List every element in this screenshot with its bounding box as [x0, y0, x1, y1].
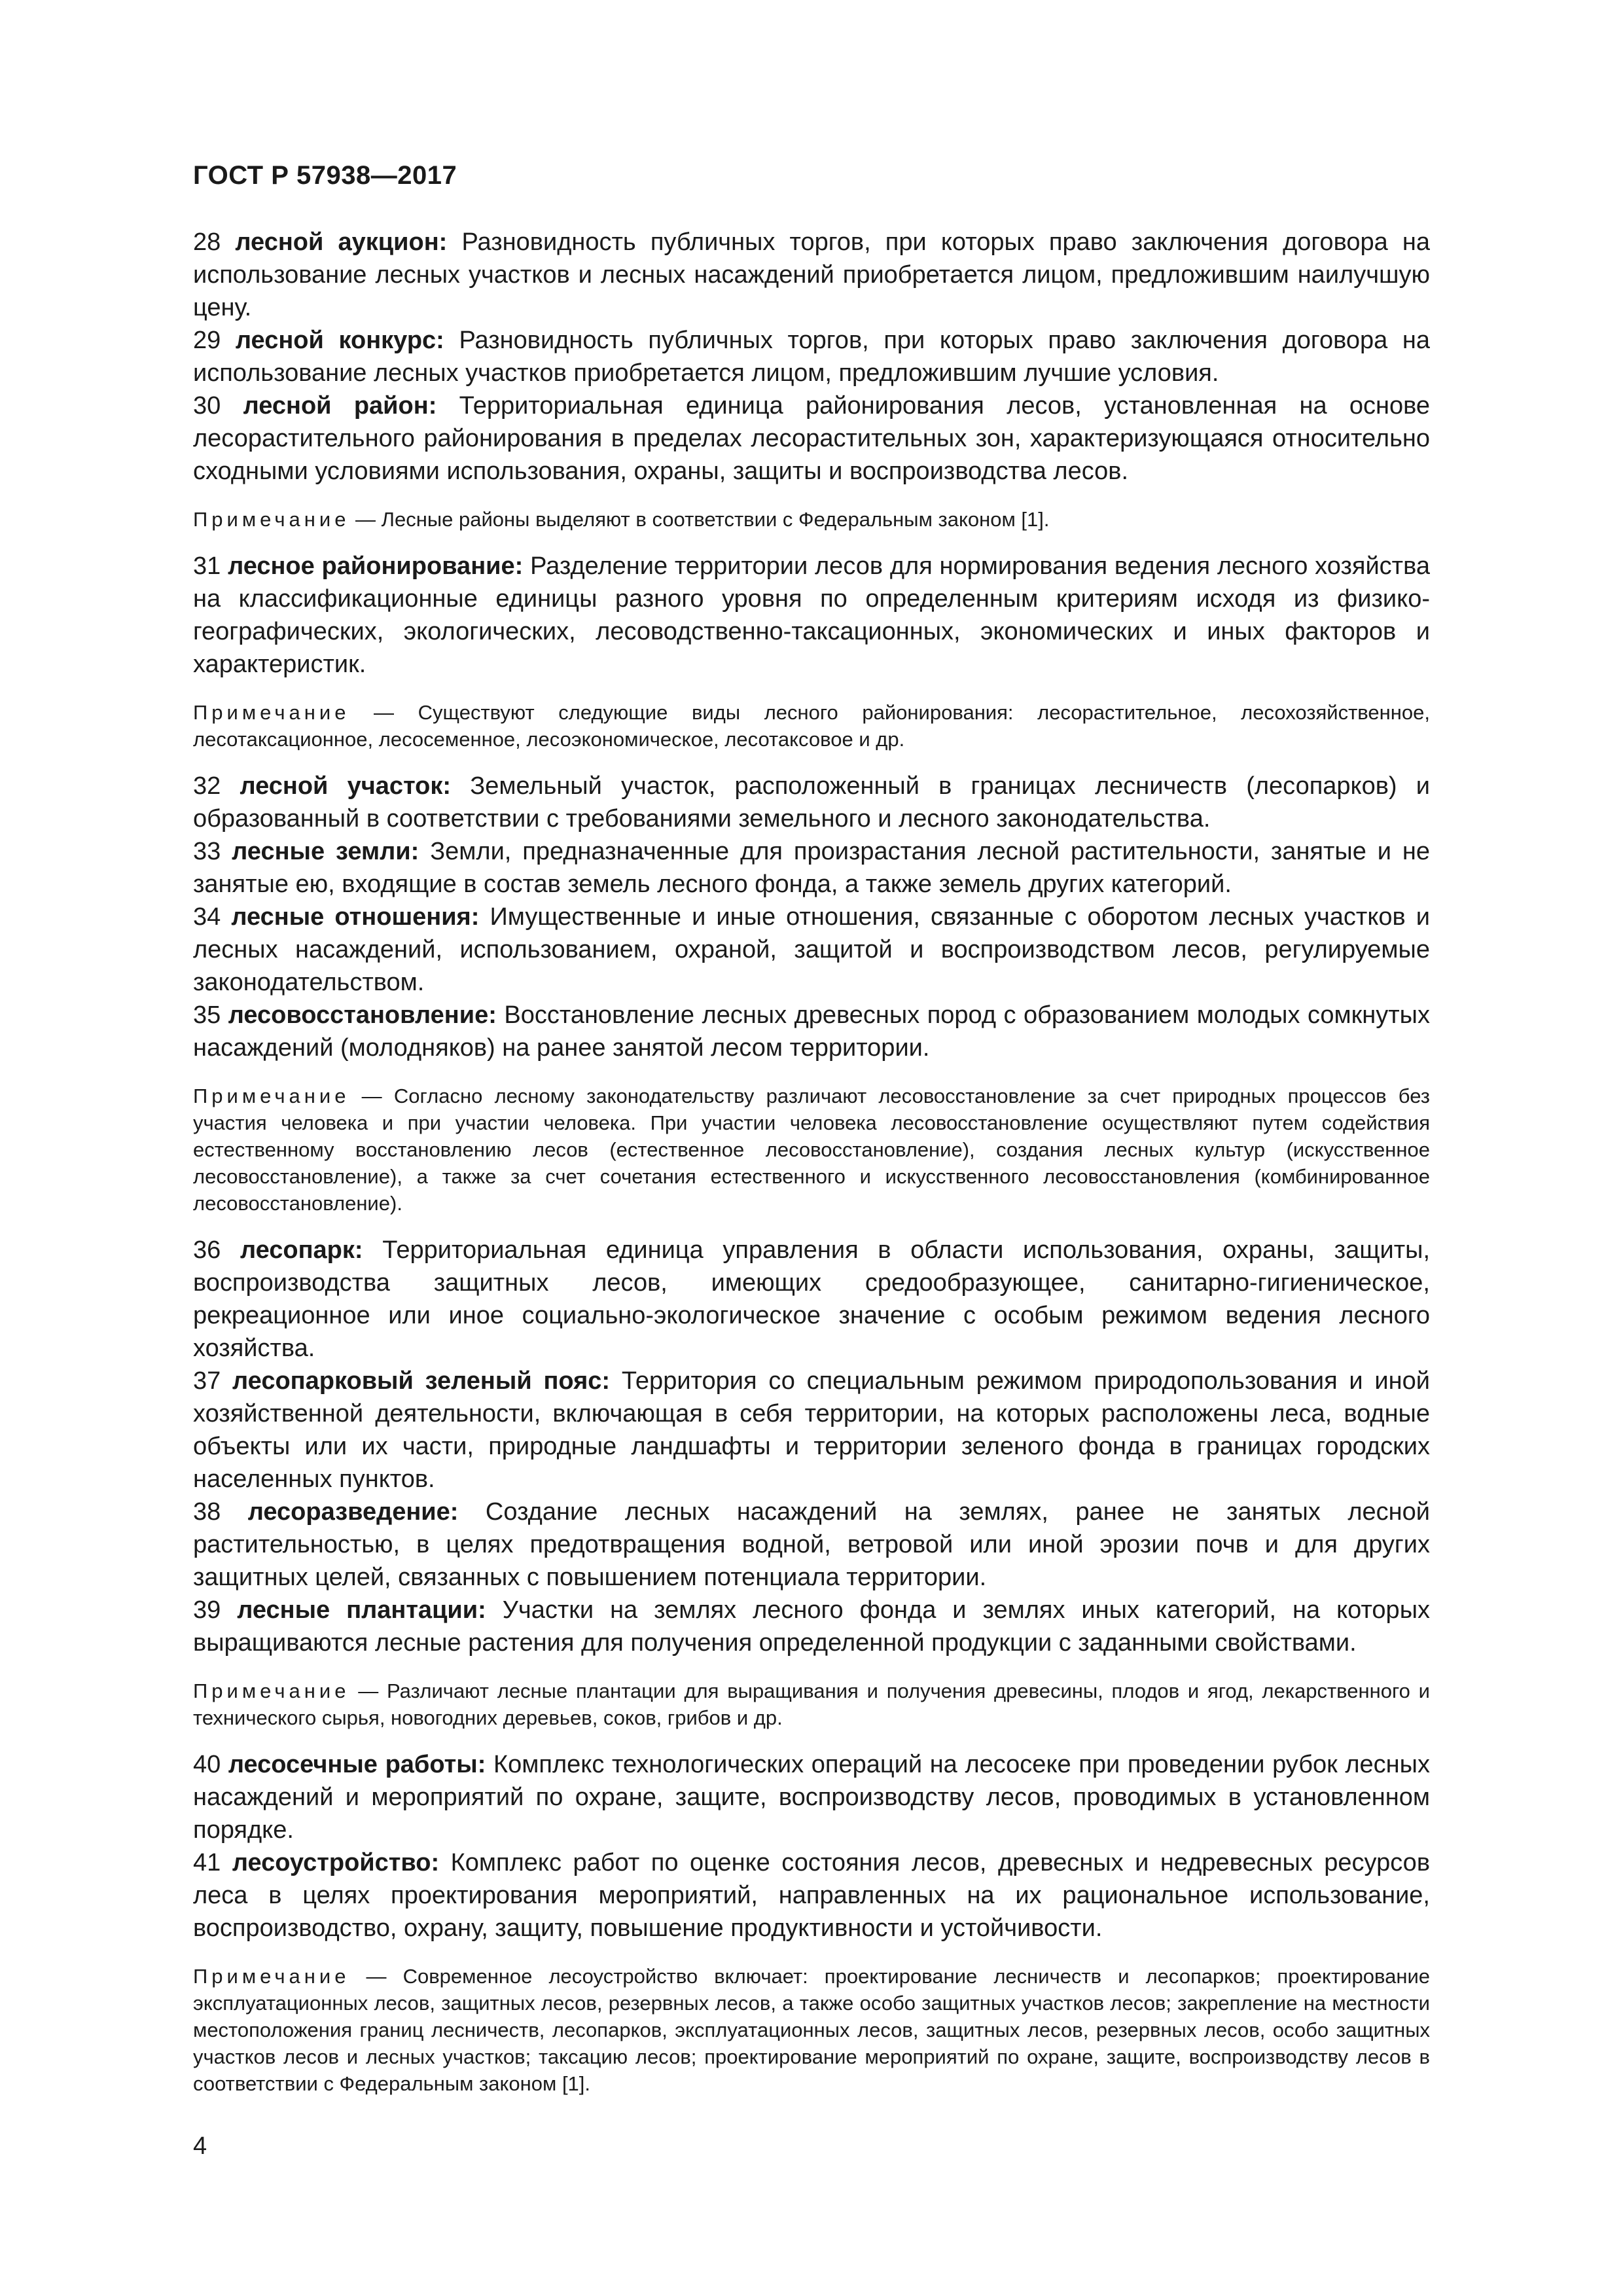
term-name: лесопарковый зеленый пояс: [232, 1367, 611, 1395]
term-definition: Территориальная единица районирования лесов, установленная на основе лесорастительного районирования в пределах лесорастительных зон, характеризующаяся относительно сходными условиями использования, охраны, защиты и воспроизводства лесов. [193, 392, 1431, 485]
note-label: Примечание [193, 1965, 350, 1988]
term-number: 31 [193, 552, 221, 580]
term-entry [193, 835, 1430, 901]
term-definition: Земельный участок, расположенный в границах лесничеств (лесопарков) и образованный в соответствии с требованиями земельного и лесного законодательства. [193, 772, 1431, 833]
term-name: лесной конкурс: [235, 327, 444, 354]
term-entry [193, 1846, 1430, 1945]
term-definition: Территориальная единица управления в области использования, охраны, защиты, воспроизводства защитных лесов, имеющих средообразующее, санитарно-гигиеническое, рекреационное или иное социально-экологическое значение с особым режимом ведения лесного хозяйства. [193, 1236, 1430, 1362]
term-name: лесосечные работы: [228, 1751, 486, 1778]
term-definition: Участки на землях лесного фонда и землях иных категорий, на которых выращиваются лесные растения для получения определенной продукции с заданными свойствами. [193, 1596, 1431, 1657]
term-number: 30 [193, 392, 221, 420]
term-number: 37 [193, 1367, 221, 1395]
note-label: Примечание [193, 508, 350, 531]
note-text: Различают лесные плантации для выращивания и получения древесины, плодов и ягод, лекарственного и технического сырья, новогодних деревьев, соков, грибов и др. [193, 1679, 1430, 1729]
term-entry [193, 999, 1430, 1064]
term-entry [193, 226, 1430, 324]
term-name: лесной участок: [240, 772, 452, 800]
term-entry [193, 901, 1430, 999]
term-definition: Комплекс технологических операций на лесосеке при проведении рубок лесных насаждений и мероприятий по охране, защите, воспроизводству лесов, проводимых в установленном порядке. [193, 1751, 1430, 1844]
term-definition: Разделение территории лесов для нормирования ведения лесного хозяйства на классификационные единицы разного уровня по определенным критериям исходя из физико-географических, экологических, лесоводственно-таксационных, экономических и иных факторов и характеристик. [193, 552, 1430, 678]
term-number: 28 [193, 228, 221, 256]
note: Примечание — Современное лесоустройство включает: проектирование лесничеств и лесопарков; проектирование эксплуатационных лесов, защитных лесов, резервных лесов, а также особо защитных участков лесов; закрепление на местности местоположения границ лесничеств, лесопарков, эксплуатационных лесов, защитных лесов, резервных лесов, особо защитных участков лесов и лесных участков; таксацию лесов; проектирование мероприятий по охране, защите, воспроизводству лесов в соответствии с Федеральным законом [1]. [193, 1965, 1430, 2095]
note: Примечание — Лесные районы выделяют в соответствии с Федеральным законом [1]. [193, 508, 1050, 531]
note-label: Примечание [193, 1679, 350, 1702]
term-name: лесные земли: [232, 838, 419, 865]
term-number: 35 [193, 1001, 221, 1029]
term-number: 29 [193, 327, 221, 354]
term-number: 40 [193, 1751, 221, 1778]
note: Примечание — Различают лесные плантации для выращивания и получения древесины, плодов и ягод, лекарственного и технического сырья, новогодних деревьев, соков, грибов и др. [193, 1679, 1430, 1729]
term-number: 34 [193, 903, 221, 931]
term-number: 39 [193, 1596, 221, 1624]
term-definition: Имущественные и иные отношения, связанные с оборотом лесных участков и лесных насаждений, использованием, охраной, защитой и воспроизводством лесов, регулируемые законодательством. [193, 903, 1431, 996]
term-definition: Земли, предназначенные для произрастания лесной растительности, занятые и не занятые ею, входящие в состав земель лесного фонда, а также земель других категорий. [193, 838, 1430, 898]
term-name: лесовосстановление: [228, 1001, 497, 1029]
term-entry [193, 550, 1430, 681]
note-text: Современное лесоустройство включает: проектирование лесничеств и лесопарков; проектирование эксплуатационных лесов, защитных лесов, резервных лесов, а также особо защитных участков лесов; закрепление на местности местоположения границ лесничеств, лесопарков, эксплуатационных лесов, защитных лесов, резервных лесов, особо защитных участков лесов и лесных участков; таксацию лесов; проектирование мероприятий по охране, защите, воспроизводству лесов в соответствии с Федеральным законом [1]. [193, 1965, 1430, 2095]
term-name: лесопарк: [240, 1236, 363, 1264]
term-entry [193, 1365, 1430, 1496]
term-entry [193, 770, 1430, 835]
term-definition: Разновидность публичных торгов, при которых право заключения договора на использование лесных участков и лесных насаждений приобретается лицом, предложившим наилучшую цену. [193, 228, 1430, 321]
term-entry [193, 1748, 1430, 1846]
document-header: ГОСТ Р 57938—2017 [193, 161, 457, 190]
term-definition: Территория со специальным режимом природопользования и иной хозяйственной деятельности, включающая в себя территории, на которых расположены леса, водные объекты или их части, природные ландшафты и территории зеленого фонда в границах городских населенных пунктов. [193, 1367, 1430, 1493]
term-number: 33 [193, 838, 221, 865]
term-number: 32 [193, 772, 221, 800]
term-number: 41 [193, 1849, 221, 1876]
term-name: лесное районирование: [228, 552, 524, 580]
term-entry [193, 324, 1430, 389]
note: Примечание — Согласно лесному законодательству различают лесовосстановление за счет природных процессов без участия человека и при участии человека. При участии человека лесовосстановление осуществляют путем содействия естественному восстановлению лесов (естественное лесовосстановление), создания лесных культур (искусственное лесовосстановление), а также за счет сочетания естественного и искусственного лесовосстановления (комбинированное лесовосстановление). [193, 1085, 1430, 1215]
note: Примечание — Существуют следующие виды лесного районирования: лесорастительное, лесохозяйственное, лесотаксационное, лесосеменное, лесоэкономическое, лесотаксовое и др. [193, 701, 1430, 751]
term-name: лесные отношения: [231, 903, 480, 931]
term-definition: Разновидность публичных торгов, при которых право заключения договора на использование лесных участков приобретается лицом, предложившим лучшие условия. [193, 327, 1430, 387]
term-definition: Создание лесных насаждений на землях, ранее не занятых лесной растительностью, в целях предотвращения водной, ветровой или иной эрозии почв и для других защитных целей, связанных с повышением потенциала территории. [193, 1498, 1430, 1591]
term-entry [193, 1496, 1430, 1594]
term-entry [193, 1594, 1430, 1659]
term-name: лесные плантации: [237, 1596, 486, 1624]
note-label: Примечание [193, 1085, 350, 1107]
term-name: лесоразведение: [247, 1498, 459, 1526]
term-name: лесной район: [243, 392, 437, 420]
term-entry [193, 1234, 1430, 1365]
term-entry [193, 389, 1430, 488]
page-number: 4 [193, 2132, 207, 2160]
term-number: 38 [193, 1498, 221, 1526]
note-text: Существуют следующие виды лесного районирования: лесорастительное, лесохозяйственное, лесотаксационное, лесосеменное, лесоэкономическое, лесотаксовое и др. [193, 701, 1430, 751]
note-label: Примечание [193, 701, 350, 724]
note-text: Согласно лесному законодательству различают лесовосстановление за счет природных процессов без участия человека и при участии человека. При участии человека лесовосстановление осуществляют путем содействия естественному восстановлению лесов (естественное лесовосстановление), создания лесных культур (искусственное лесовосстановление), а также за счет сочетания естественного и искусственного лесовосстановления (комбинированное лесовосстановление). [193, 1085, 1430, 1215]
term-name: лесоустройство: [232, 1849, 440, 1876]
term-name: лесной аукцион: [235, 228, 448, 256]
term-definition: Восстановление лесных древесных пород с образованием молодых сомкнутых насаждений (молодняков) на ранее занятой лесом территории. [193, 1001, 1430, 1062]
document-body [193, 226, 1430, 2114]
term-number: 36 [193, 1236, 221, 1264]
note-text: Лесные районы выделяют в соответствии с Федеральным законом [1]. [381, 508, 1050, 531]
term-definition: Комплекс работ по оценке состояния лесов, древесных и недревесных ресурсов леса в целях проектирования мероприятий, направленных на их рациональное использование, воспроизводство, охрану, защиту, повышение продуктивности и устойчивости. [193, 1849, 1431, 1942]
